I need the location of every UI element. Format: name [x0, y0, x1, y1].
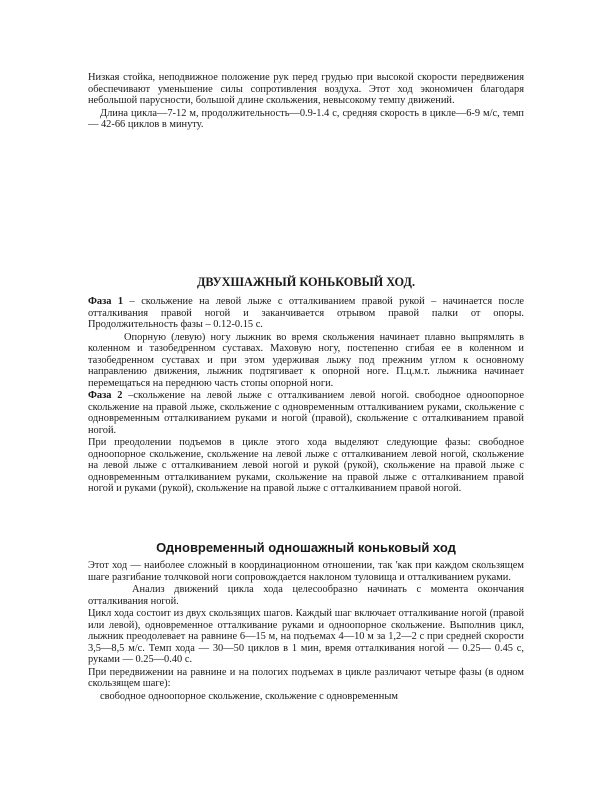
section-title-two-step-skating: ДВУХШАЖНЫЙ КОНЬКОВЫЙ ХОД.: [196, 275, 416, 289]
analysis-paragraph: Анализ движений цикла хода целесообразно начинать с момента окончания отталкивания ногой.: [88, 584, 524, 607]
section-title-one-step-skating: Одновременный одношажный коньковый ход: [156, 540, 456, 555]
two-step-section-body: [88, 296, 524, 496]
phase2-paragraph: [88, 390, 524, 436]
coordination-paragraph: Этот ход — наиболее сложный в координационном отношении, так 'как при каждом скользящем шаге разгибание толчковой ноги сопровождается наклоном туловища и отталкиванием руками.: [88, 560, 524, 583]
phase2-text: –скольжение на левой лыже с отталкиванием левой ногой. свободное одноопорное скольжение на правой лыже, скольжение с одновременным отталкиванием руками, скольжение с одновременным отталкиванием руками и ногой (правой), скольжение с отталкиванием правой ногой.: [88, 390, 524, 436]
intro-block: [88, 72, 524, 132]
intro-paragraph: Низкая стойка, неподвижное положение рук перед грудью при высокой скорости передвижения обеспечивают уменьшение силы сопротивления воздуха. Этот ход экономичен благодаря небольшой парусности, большой длине скольжения, невысокому темпу движений.: [88, 72, 524, 106]
cycle-parameters-paragraph: Длина цикла—7-12 м, продолжительность—0.9-1.4 с, средняя скорость в цикле—6-9 м/с, темп — 42-66 циклов в минуту.: [88, 107, 524, 130]
support-leg-paragraph: Опорную (левую) ногу лыжник во время скольжения начинает плавно выпрямлять в коленном и тазобедренном суставах. Маховую ногу, постепенно сгибая ее в коленном и тазобедренном суставах и при этом удерживая лыжу под прежним углом к основному направлению движения, лыжник подтягивает к опорной ноге. П.ц.м.т. лыжника начинает перемещаться на переднюю часть стопы опорной ноги.: [88, 331, 524, 389]
phase1-text: – скольжение на левой лыже с отталкиванием правой рукой – начинается после отталкивания правой ногой и заканчивается отрывом правой палки от опоры. Продолжительность фазы – 0.12-0.15 с.: [88, 296, 524, 330]
one-step-section-body: [88, 560, 524, 703]
cycle-structure-paragraph: Цикл хода состоит из двух скользящих шагов. Каждый шаг включает отталкивание ногой (правой или левой), одновременное отталкивание руками и одноопорное скольжение. Выполнив цикл, лыжник преодолевает на равнине 6—15 м, на подъемах 4—10 м за 1,2—2 с при средней скорости 3,5—8,5 м/с. Темп хода — 30—50 циклов в 1 мин, время отталкивания ногой — 0.25— 0.45 с, руками — 0.25—0.40 с.: [88, 608, 524, 665]
phase1-label: Фаза 1: [88, 296, 124, 307]
phase-list-paragraph: свободное одноопорное скольжение, скольжение с одновременным: [100, 690, 398, 702]
four-phases-paragraph: При передвижении на равнине и на пологих подъемах в цикле различают четыре фазы (в одном скользящем шаге):: [88, 666, 524, 689]
phase1-paragraph: [88, 296, 524, 331]
phase2-label: Фаза 2: [88, 390, 123, 401]
climb-phases-paragraph: При преодолении подъемов в цикле этого хода выделяют следующие фазы: свободное одноопорное скольжение, скольжение на левой лыже с отталкиванием левой ногой, скольжение на левой лыже с отталкиванием левой ногой и рукой (рукой), скольжение на правой лыже с одновременным отталкиванием руками, скольжение на правой лыже с отталкиванием правой ногой и руками (рукой), скольжение на правой лыже с отталкиванием правой ногой.: [88, 437, 524, 494]
